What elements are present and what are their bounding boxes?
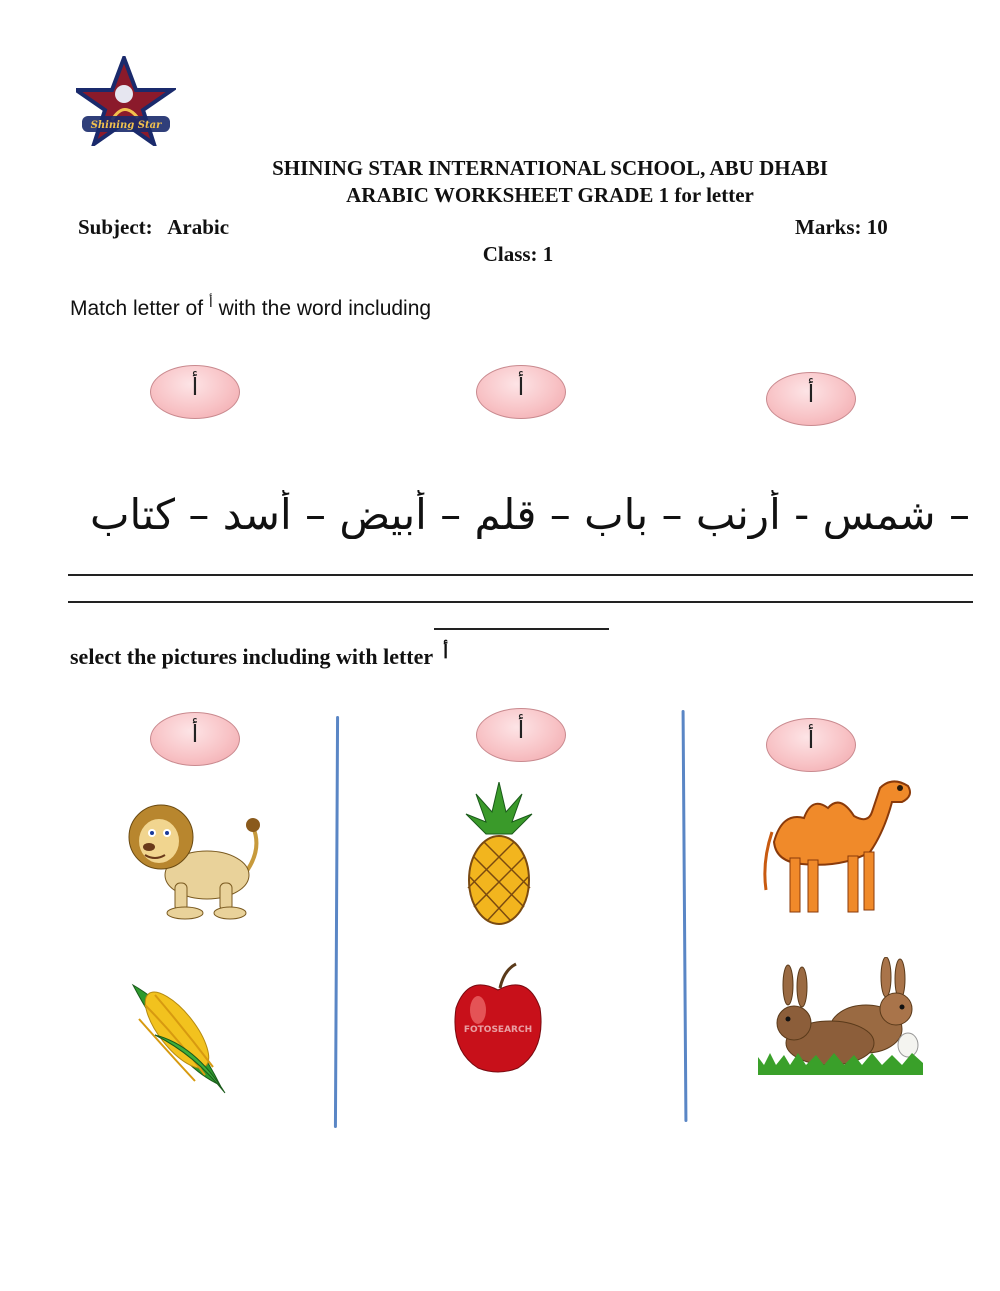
select-instruction-letter: أ bbox=[443, 642, 449, 662]
worksheet-title: ARABIC WORKSHEET GRADE 1 for letter bbox=[346, 183, 754, 207]
school-name: SHINING STAR INTERNATIONAL SCHOOL, ABU DHABI bbox=[272, 156, 828, 180]
marks-label: Marks: 10 bbox=[795, 215, 888, 239]
apple-icon bbox=[448, 960, 548, 1078]
subject-label: Subject: Arabic bbox=[78, 215, 230, 239]
select-instruction bbox=[70, 642, 448, 670]
letter-oval-3: أ bbox=[766, 372, 856, 426]
pineapple-icon bbox=[462, 782, 537, 927]
word-list: شمس - أرنب – باب – قلم – أبيض – أسد – كتاب – bbox=[90, 490, 970, 539]
rabbits-picture[interactable] bbox=[758, 957, 923, 1077]
column-divider-2 bbox=[682, 710, 688, 1122]
lion-icon bbox=[125, 795, 270, 920]
picture-oval-3: أ bbox=[766, 718, 856, 772]
select-instruction-text: select the pictures including with letter bbox=[70, 644, 434, 669]
school-logo bbox=[76, 56, 176, 146]
answer-line-3[interactable] bbox=[434, 628, 609, 630]
column-divider-1 bbox=[334, 716, 339, 1128]
corn-picture[interactable] bbox=[125, 975, 235, 1095]
pineapple-picture[interactable] bbox=[462, 782, 537, 927]
answer-line-2[interactable] bbox=[68, 601, 973, 603]
instruction-post: with the word including bbox=[212, 297, 432, 320]
rabbit-icon bbox=[758, 957, 923, 1077]
corn-icon bbox=[125, 975, 235, 1095]
camel-icon bbox=[752, 772, 917, 920]
letter-oval-2: أ bbox=[476, 365, 566, 419]
answer-line-1[interactable] bbox=[68, 574, 973, 576]
picture-oval-2: أ bbox=[476, 708, 566, 762]
logo-text: Shining Star bbox=[90, 120, 162, 131]
match-instruction bbox=[70, 294, 431, 321]
instruction-letter: أ bbox=[208, 294, 213, 310]
class-label: Class: 1 bbox=[482, 242, 554, 266]
apple-picture[interactable] bbox=[448, 960, 548, 1078]
letter-oval-1: أ bbox=[150, 365, 240, 419]
lion-picture[interactable] bbox=[125, 795, 270, 920]
picture-oval-1: أ bbox=[150, 712, 240, 766]
apple-watermark: FOTOSEARCH bbox=[463, 1025, 533, 1035]
camel-picture[interactable] bbox=[752, 772, 917, 920]
instruction-pre: Match letter of bbox=[70, 297, 204, 320]
